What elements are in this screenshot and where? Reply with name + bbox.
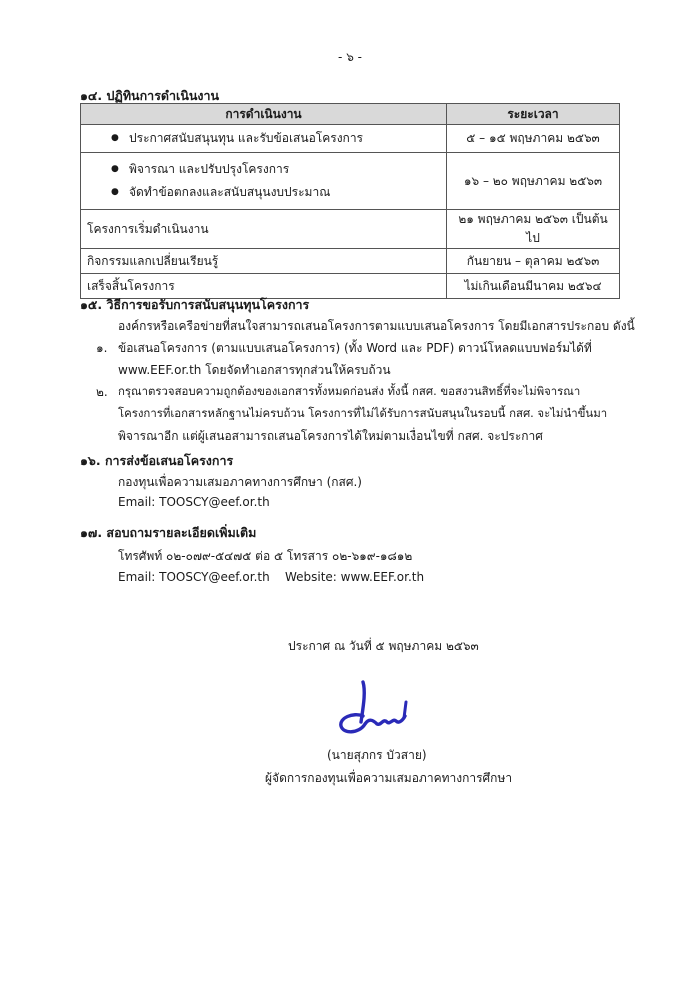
activity-cell: เสร็จสิ้นโครงการ [81, 274, 447, 299]
time-cell: ไม่เกินเดือนมีนาคม ๒๕๖๔ [447, 274, 620, 299]
section-15-title: ๑๕. วิธีการขอรับการสนับสนุนทุนโครงการ [80, 297, 310, 312]
item-1-number: ๑. [96, 341, 108, 355]
section-14-title: ๑๔. ปฏิทินการดำเนินงาน [80, 88, 220, 103]
item-2-line-3: พิจารณาอีก แต่ผู้เสนอสามารถเสนอโครงการได้ใหม่ตามเงื่อนไขที่ กสศ. จะประกาศ [118, 429, 543, 443]
section-16-title: ๑๖. การส่งข้อเสนอโครงการ [80, 453, 234, 468]
header-time: ระยะเวลา [447, 104, 620, 125]
announcement-date: ประกาศ ณ วันที่ ๕ พฤษภาคม ๒๕๖๓ [288, 639, 479, 653]
signer-position: ผู้จัดการกองทุนเพื่อความเสมอภาคทางการศึกษา [265, 771, 513, 785]
table-row [81, 249, 620, 274]
item-1-line-2: www.EEF.or.th โดยจัดทำเอกสารทุกส่วนให้ครบถ้วน [118, 363, 391, 377]
time-cell: ๕ – ๑๕ พฤษภาคม ๒๕๖๓ [447, 125, 620, 153]
section-16-line-1: กองทุนเพื่อความเสมอภาคทางการศึกษา (กสศ.) [118, 475, 362, 489]
header-activity: การดำเนินงาน [81, 104, 447, 125]
item-2-line-2: โครงการที่เอกสารหลักฐานไม่ครบถ้วน โครงการที่ไม่ได้รับการสนับสนุนในรอบนี้ กสศ. จะไม่นำขึ้นมา [118, 406, 608, 420]
time-cell: ๒๑ พฤษภาคม ๒๕๖๓ เป็นต้นไป [447, 210, 620, 249]
time-cell: ๑๖ – ๒๐ พฤษภาคม ๒๕๖๓ [447, 153, 620, 210]
section-17-line-1: โทรศัพท์ ๐๒-๐๗๙-๕๔๗๕ ต่อ ๕ โทรสาร ๐๒-๖๑๙-๑๘๑๒ [118, 549, 413, 563]
page-number: - ๖ - [338, 50, 362, 64]
section-17-line-2: Email: TOOSCY@eef.or.th Website: www.EEF.or.th [118, 570, 425, 584]
signer-name: (นายสุภกร บัวสาย) [327, 748, 427, 762]
time-cell: กันยายน – ตุลาคม ๒๕๖๓ [447, 249, 620, 274]
item-1-line-1: ข้อเสนอโครงการ (ตามแบบเสนอโครงการ) (ทั้ง Word และ PDF) ดาวน์โหลดแบบฟอร์มได้ที่ [118, 341, 592, 355]
item-2-line-1: กรุณาตรวจสอบความถูกต้องของเอกสารทั้งหมดก่อนส่ง ทั้งนี้ กสศ. ขอสงวนสิทธิ์ที่จะไม่พิจารณา [118, 384, 581, 398]
table-header-row [81, 104, 620, 125]
signature-icon [333, 676, 413, 740]
bullet-item: ● จัดทำข้อตกลงและสนับสนุนงบประมาณ [87, 181, 440, 204]
table-row [81, 153, 620, 210]
schedule-table [80, 103, 620, 299]
item-2-number: ๒. [96, 385, 108, 399]
bullet-item: ● ประกาศสนับสนุนทุน และรับข้อเสนอโครงการ [87, 127, 440, 150]
activity-cell: โครงการเริ่มดำเนินงาน [81, 210, 447, 249]
section-17-title: ๑๗. สอบถามรายละเอียดเพิ่มเติม [80, 525, 257, 540]
bullet-item: ● พิจารณา และปรับปรุงโครงการ [87, 158, 440, 181]
table-row [81, 125, 620, 153]
section-15-intro: องค์กรหรือเครือข่ายที่สนใจสามารถเสนอโครงการตามแบบเสนอโครงการ โดยมีเอกสารประกอบ ดังนี้ [118, 319, 635, 333]
table-row [81, 210, 620, 249]
activity-cell: กิจกรรมแลกเปลี่ยนเรียนรู้ [81, 249, 447, 274]
section-16-line-2: Email: TOOSCY@eef.or.th [118, 495, 270, 509]
